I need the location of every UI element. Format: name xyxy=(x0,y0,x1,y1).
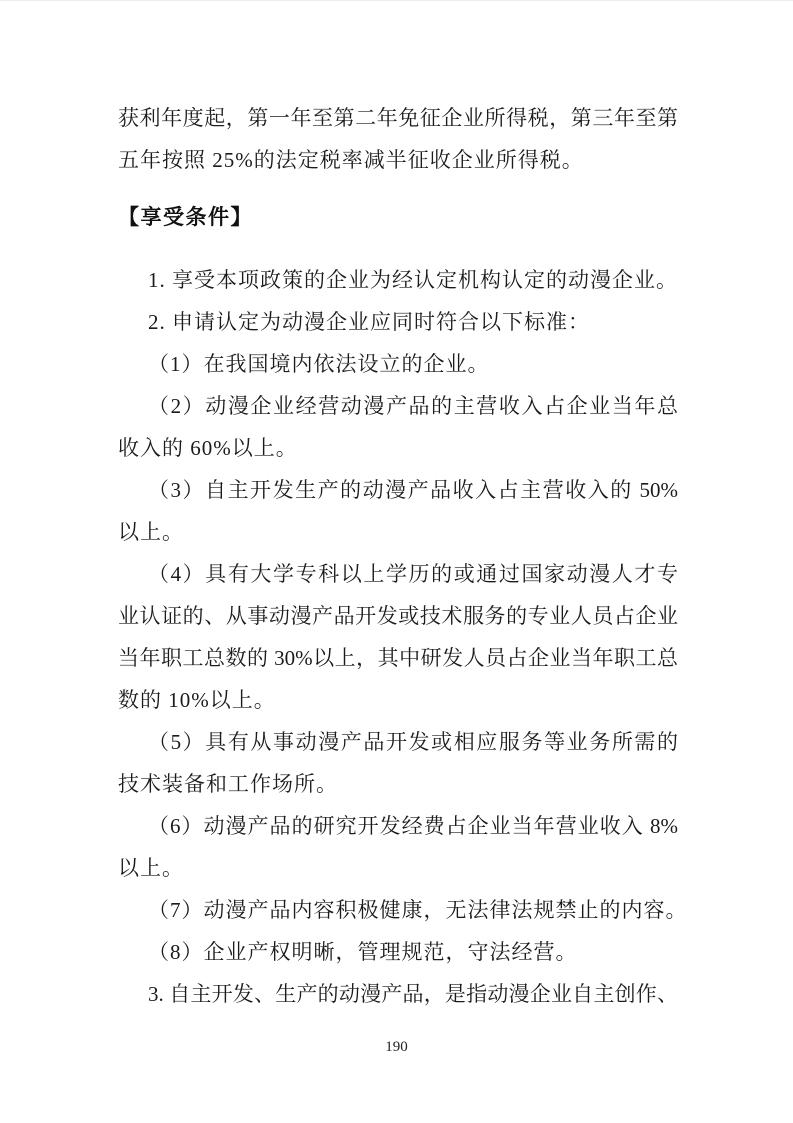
paragraph xyxy=(118,805,678,889)
text-line: （1）在我国境内依法设立的企业。 xyxy=(148,352,490,376)
text-line: 以上。 xyxy=(118,520,184,544)
text-line: （7）动漫产品内容积极健康，无法律法规禁止的内容。 xyxy=(148,898,688,922)
paragraph xyxy=(118,553,678,721)
paragraph xyxy=(118,469,678,553)
text-line: （5）具有从事动漫产品开发或相应服务等业务所需的 xyxy=(148,730,678,754)
paragraph xyxy=(118,721,678,805)
text-line: （6）动漫产品的研究开发经费占企业当年营业收入 8% xyxy=(148,814,678,838)
section-header: 【享受条件】 xyxy=(118,206,253,229)
paragraph xyxy=(118,97,678,181)
text-line: 1. 享受本项政策的企业为经认定机构认定的动漫企业。 xyxy=(148,268,678,292)
text-line: （4）具有大学专科以上学历的或通过国家动漫人才专 xyxy=(148,562,678,586)
page-number: 190 xyxy=(385,1039,408,1055)
paragraph xyxy=(118,973,678,1015)
paragraph xyxy=(118,931,678,973)
paragraph xyxy=(118,301,678,343)
text-line: 以上。 xyxy=(118,856,184,880)
text-line: 3. 自主开发、生产的动漫产品，是指动漫企业自主创作、 xyxy=(148,982,678,1006)
paragraph xyxy=(118,889,688,931)
text-line: 获利年度起，第一年至第二年免征企业所得税，第三年至第 xyxy=(118,106,678,130)
document-content xyxy=(118,97,688,1015)
paragraph xyxy=(118,385,678,469)
text-line: 技术装备和工作场所。 xyxy=(118,772,338,796)
text-line: 业认证的、从事动漫产品开发或技术服务的专业人员占企业 xyxy=(118,604,678,628)
text-line: 2. 申请认定为动漫企业应同时符合以下标准： xyxy=(148,310,590,334)
text-line: （2）动漫企业经营动漫产品的主营收入占企业当年总 xyxy=(148,394,678,418)
text-line: 当年职工总数的 30%以上，其中研发人员占企业当年职工总 xyxy=(118,646,678,670)
paragraph xyxy=(118,343,678,385)
text-line: （3）自主开发生产的动漫产品收入占主营收入的 50% xyxy=(148,478,678,502)
paragraph xyxy=(118,259,678,301)
text-line: 数的 10%以上。 xyxy=(118,688,276,712)
text-line: 收入的 60%以上。 xyxy=(118,436,298,460)
text-line: （8）企业产权明晰，管理规范，守法经营。 xyxy=(148,940,578,964)
text-line: 五年按照 25%的法定税率减半征收企业所得税。 xyxy=(118,148,584,172)
